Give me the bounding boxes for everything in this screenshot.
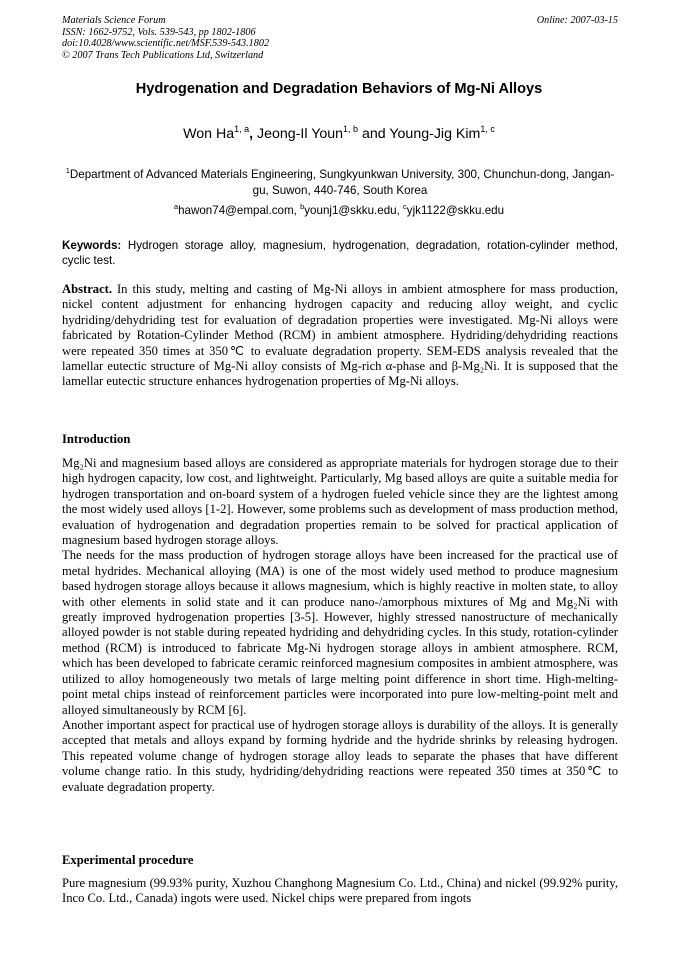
experimental-body: Pure magnesium (99.93% purity, Xuzhou Changhong Magnesium Co. Ltd., China) and nickel (99.92% purity, Inco Co. Ltd., Canada) ingots were used. Nickel chips were prepared from ingots [62,876,618,906]
affiliation-sup: 1 [65,166,70,175]
author-separator: and [362,126,386,142]
email-address[interactable]: yjk1122@skku.edu [406,204,505,217]
online-date: Online: 2007-03-15 [536,15,618,26]
author-name: Won Ha [183,126,235,142]
introduction-body [62,456,618,795]
email-address[interactable]: hawon74@empal.com, [178,204,301,217]
experimental-heading: Experimental procedure [62,853,194,867]
introduction-paragraph: Mg₂Ni and magnesium based alloys are considered as appropriate materials for hydrogen storage due to their high hydrogen capacity, low cost, and lightweight. Particularly, Mg based alloys are quite a suitable media for hydrogen transportation and on-board system of a hydrogen fueled vehicle since they are the lightest among the most widely used alloys [1-2]. However, some problems such as development of mass production method, evaluation of hydrogenation and degradation properties remain to be solved for practical application of magnesium based hydrogen storage alloys. [62,456,618,548]
keywords-label: Keywords: [62,239,122,252]
introduction-heading: Introduction [62,432,131,446]
keywords-text: Hydrogen storage alloy, magnesium, hydrogenation, degradation, rotation-cylinder method, cyclic test. [62,239,618,268]
abstract [62,282,618,390]
author-name: Jeong-Il Youn [257,126,344,142]
issn-line: ISSN: 1662-9752, Vols. 539-543, pp 1802-1806 [62,26,256,38]
author-list [0,126,678,142]
author-sup: 1, b [343,124,359,134]
keywords [62,238,618,268]
paper-title: Hydrogenation and Degradation Behaviors of Mg-Ni Alloys [135,81,543,97]
introduction-paragraph: Another important aspect for practical use of hydrogen storage alloys is durability of the alloys. It is generally accepted that metals and alloys expand by forming hydride and the hydride shrinks by releasing hydrogen. This repeated volume change of hydrogen storage alloy leads to separate the phases that have different volume change ratio. In this study, hydriding/dehydriding reactions were repeated 350 times at 350℃ to evaluate degradation property. [62,717,618,794]
affiliation [62,167,618,198]
email-address[interactable]: younj1@skku.edu, [304,204,404,217]
introduction-paragraph: The needs for the mass production of hydrogen storage alloys have been increased for the practical use of metal hydrides. Mechanical alloying (MA) is one of the most widely used method to produce magnesium based hydrogen storage alloys because it allows magnesium, which is highly reactive in molten state, to alloy with other elements in solid state and it can produce nano-/amorphous mixtures of Mg and Mg₂Ni with greatly improved hydrogenation properties [3-5]. However, highly stressed nanostructure of mechanically alloyed powder is not stable during repeated hydriding and dehydriding cycles. In this study, rotation-cylinder method (RCM) is introduced to fabricate Mg-Ni hydrogen storage alloys in ambient atmosphere. RCM, which has been developed to fabricate ceramic reinforced magnesium composites in ambient atmosphere, was utilized to alloy homogeneously two metals of large melting point difference in short time. High-melting-point metal chips instead of reinforcement particles were incorporated into pure low-melting-point melt and alloyed simultaneously by RCM [6]. [62,548,618,717]
email-sup: a [173,202,179,211]
author-sup: 1, a [234,124,250,134]
abstract-label: Abstract. [62,282,113,296]
doi-line[interactable]: doi:10.4028/www.scientific.net/MSF.539-543.1802 [62,38,270,50]
journal-name: Materials Science Forum [62,15,166,26]
abstract-text: In this study, melting and casting of Mg-Ni alloys in ambient atmosphere for mass production, nickel content adjustment for enhancing hydrogen capacity and reducing alloy weight, and cyclic hydriding/dehydriding test for evaluation of degradation properties were investigated. Mg-Ni alloys were fabricated by Rotation-Cylinder Method (RCM) in ambient atmosphere. Hydriding/dehydriding reactions were repeated 350 times at 350℃ to evaluate degradation property. SEM-EDS analysis revealed that the lamellar eutectic structure of Mg-Ni alloy consists of Mg-rich α-phase and β-Mg₂Ni. It is supposed that the lamellar eutectic structure enhances hydrogenation properties of Mg-Ni alloys. [62,282,618,389]
copyright-line: © 2007 Trans Tech Publications Ltd, Switzerland [62,49,264,61]
author-separator: , [249,126,254,142]
email-sup: c [403,202,407,211]
affiliation-text: Department of Advanced Materials Engineering, Sungkyunkwan University, 300, Chunchun-dong, Jangan-gu, Suwon, 440-746, South Korea [69,168,615,197]
email-list [0,204,678,217]
journal-header [62,15,618,61]
email-sup: b [300,202,305,211]
author-sup: 1, c [480,124,495,134]
author-name: Young-Jig Kim [389,126,481,142]
